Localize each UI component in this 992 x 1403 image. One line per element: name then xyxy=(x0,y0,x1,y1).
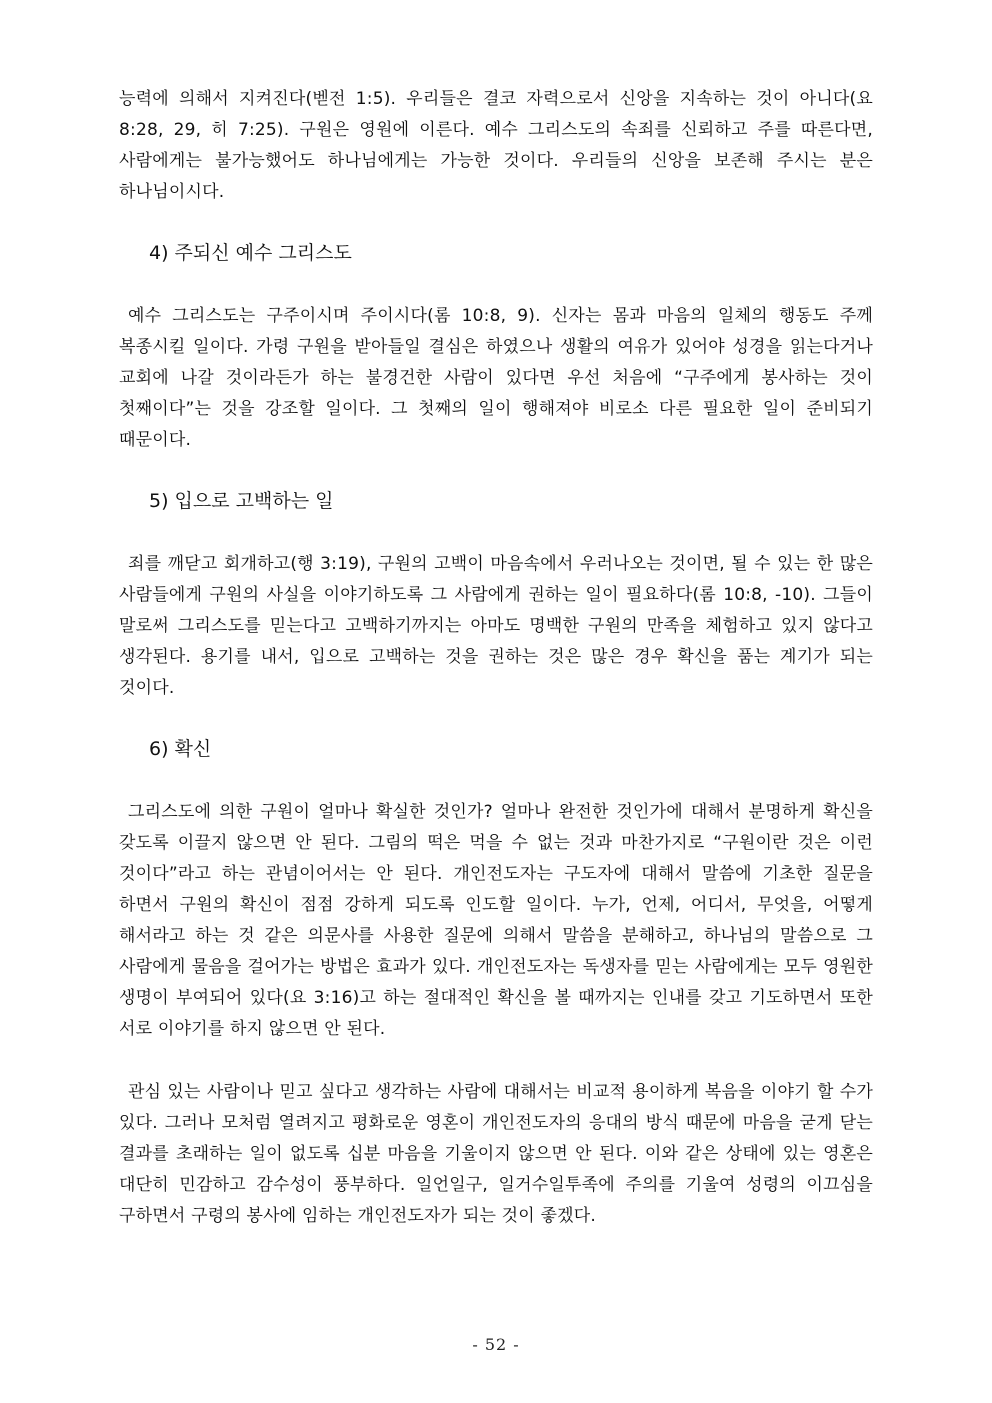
paragraph-sensitivity: 관심 있는 사람이나 믿고 싶다고 생각하는 사람에 대해서는 비교적 용이하게 복음을 이야기 할 수가 있다. 그러나 모처럼 열려지고 평화로운 영혼이 개인전도자의 응대의 방식 때문에 마음을 굳게 닫는 결과를 초래하는 일이 없도록 십분 마음을 기울이지 않으면 안 된다. 이와 같은 상태에 있는 영혼은 대단히 민감하고 감수성이 풍부하다. 일언일구, 일거수일투족에 주의를 기울여 성령의 이끄심을 구하면서 구령의 봉사에 임하는 개인전도자가 되는 것이 좋겠다. xyxy=(119,1082,873,1226)
paragraph-preservation: 능력에 의해서 지켜진다(벧전 1:5). 우리들은 결코 자력으로서 신앙을 지속하는 것이 아니다(요 8:28, 29, 히 7:25). 구원은 영원에 이른다. 예수 그리스도의 속죄를 신뢰하고 주를 따른다면, 사람에게는 불가능했어도 하나님에게는 가능한 것이다. 우리들의 신앙을 보존해 주시는 분은 하나님이시다. xyxy=(119,89,873,202)
section-heading-confession: 5) 입으로 고백하는 일 xyxy=(149,490,334,512)
paragraph-lordship: 예수 그리스도는 구주이시며 주이시다(롬 10:8, 9). 신자는 몸과 마음의 일체의 행동도 주께 복종시킬 일이다. 가령 구원을 받아들일 결심은 하였으나 생활의 여유가 있어야 성경을 읽는다거나 교회에 나갈 것이라든가 하는 불경건한 사람이 있다면 우선 처음에 “구주에게 봉사하는 것이 첫째이다”는 것을 강조할 일이다. 그 첫째의 일이 행해져야 비로소 다른 필요한 일이 준비되기 때문이다. xyxy=(119,306,873,450)
section-heading-lordship: 4) 주되신 예수 그리스도 xyxy=(149,242,352,264)
page-number: - 52 - xyxy=(472,1335,520,1354)
section-heading-assurance: 6) 확신 xyxy=(149,738,212,760)
paragraph-confession: 죄를 깨닫고 회개하고(행 3:19), 구원의 고백이 마음속에서 우러나오는 것이면, 될 수 있는 한 많은 사람들에게 구원의 사실을 이야기하도록 그 사람에게 권하는 일이 필요하다(롬 10:8, -10). 그들이 말로써 그리스도를 믿는다고 고백하기까지는 아마도 명백한 구원의 만족을 체험하고 있지 않다고 생각된다. 용기를 내서, 입으로 고백하는 것을 권하는 것은 많은 경우 확신을 품는 계기가 되는 것이다. xyxy=(119,554,873,698)
page-body xyxy=(119,84,873,1232)
paragraph-assurance: 그리스도에 의한 구원이 얼마나 확실한 것인가? 얼마나 완전한 것인가에 대해서 분명하게 확신을 갖도록 이끌지 않으면 안 된다. 그림의 떡은 먹을 수 없는 것과 마찬가지로 “구원이란 것은 이런 것이다”라고 하는 관념이어서는 안 된다. 개인전도자는 구도자에 대해서 말씀에 기초한 질문을 하면서 구원의 확신이 점점 강하게 되도록 인도할 일이다. 누가, 언제, 어디서, 무엇을, 어떻게 해서라고 하는 것 같은 의문사를 사용한 질문에 의해서 말씀을 분해하고, 하나님의 말씀으로 그 사람에게 물음을 걸어가는 방법은 효과가 있다. 개인전도자는 독생자를 믿는 사람에게는 모두 영원한 생명이 부여되어 있다(요 3:16)고 하는 절대적인 확신을 볼 때까지는 인내를 갖고 기도하면서 또한 서로 이야기를 하지 않으면 안 된다. xyxy=(119,802,873,1039)
